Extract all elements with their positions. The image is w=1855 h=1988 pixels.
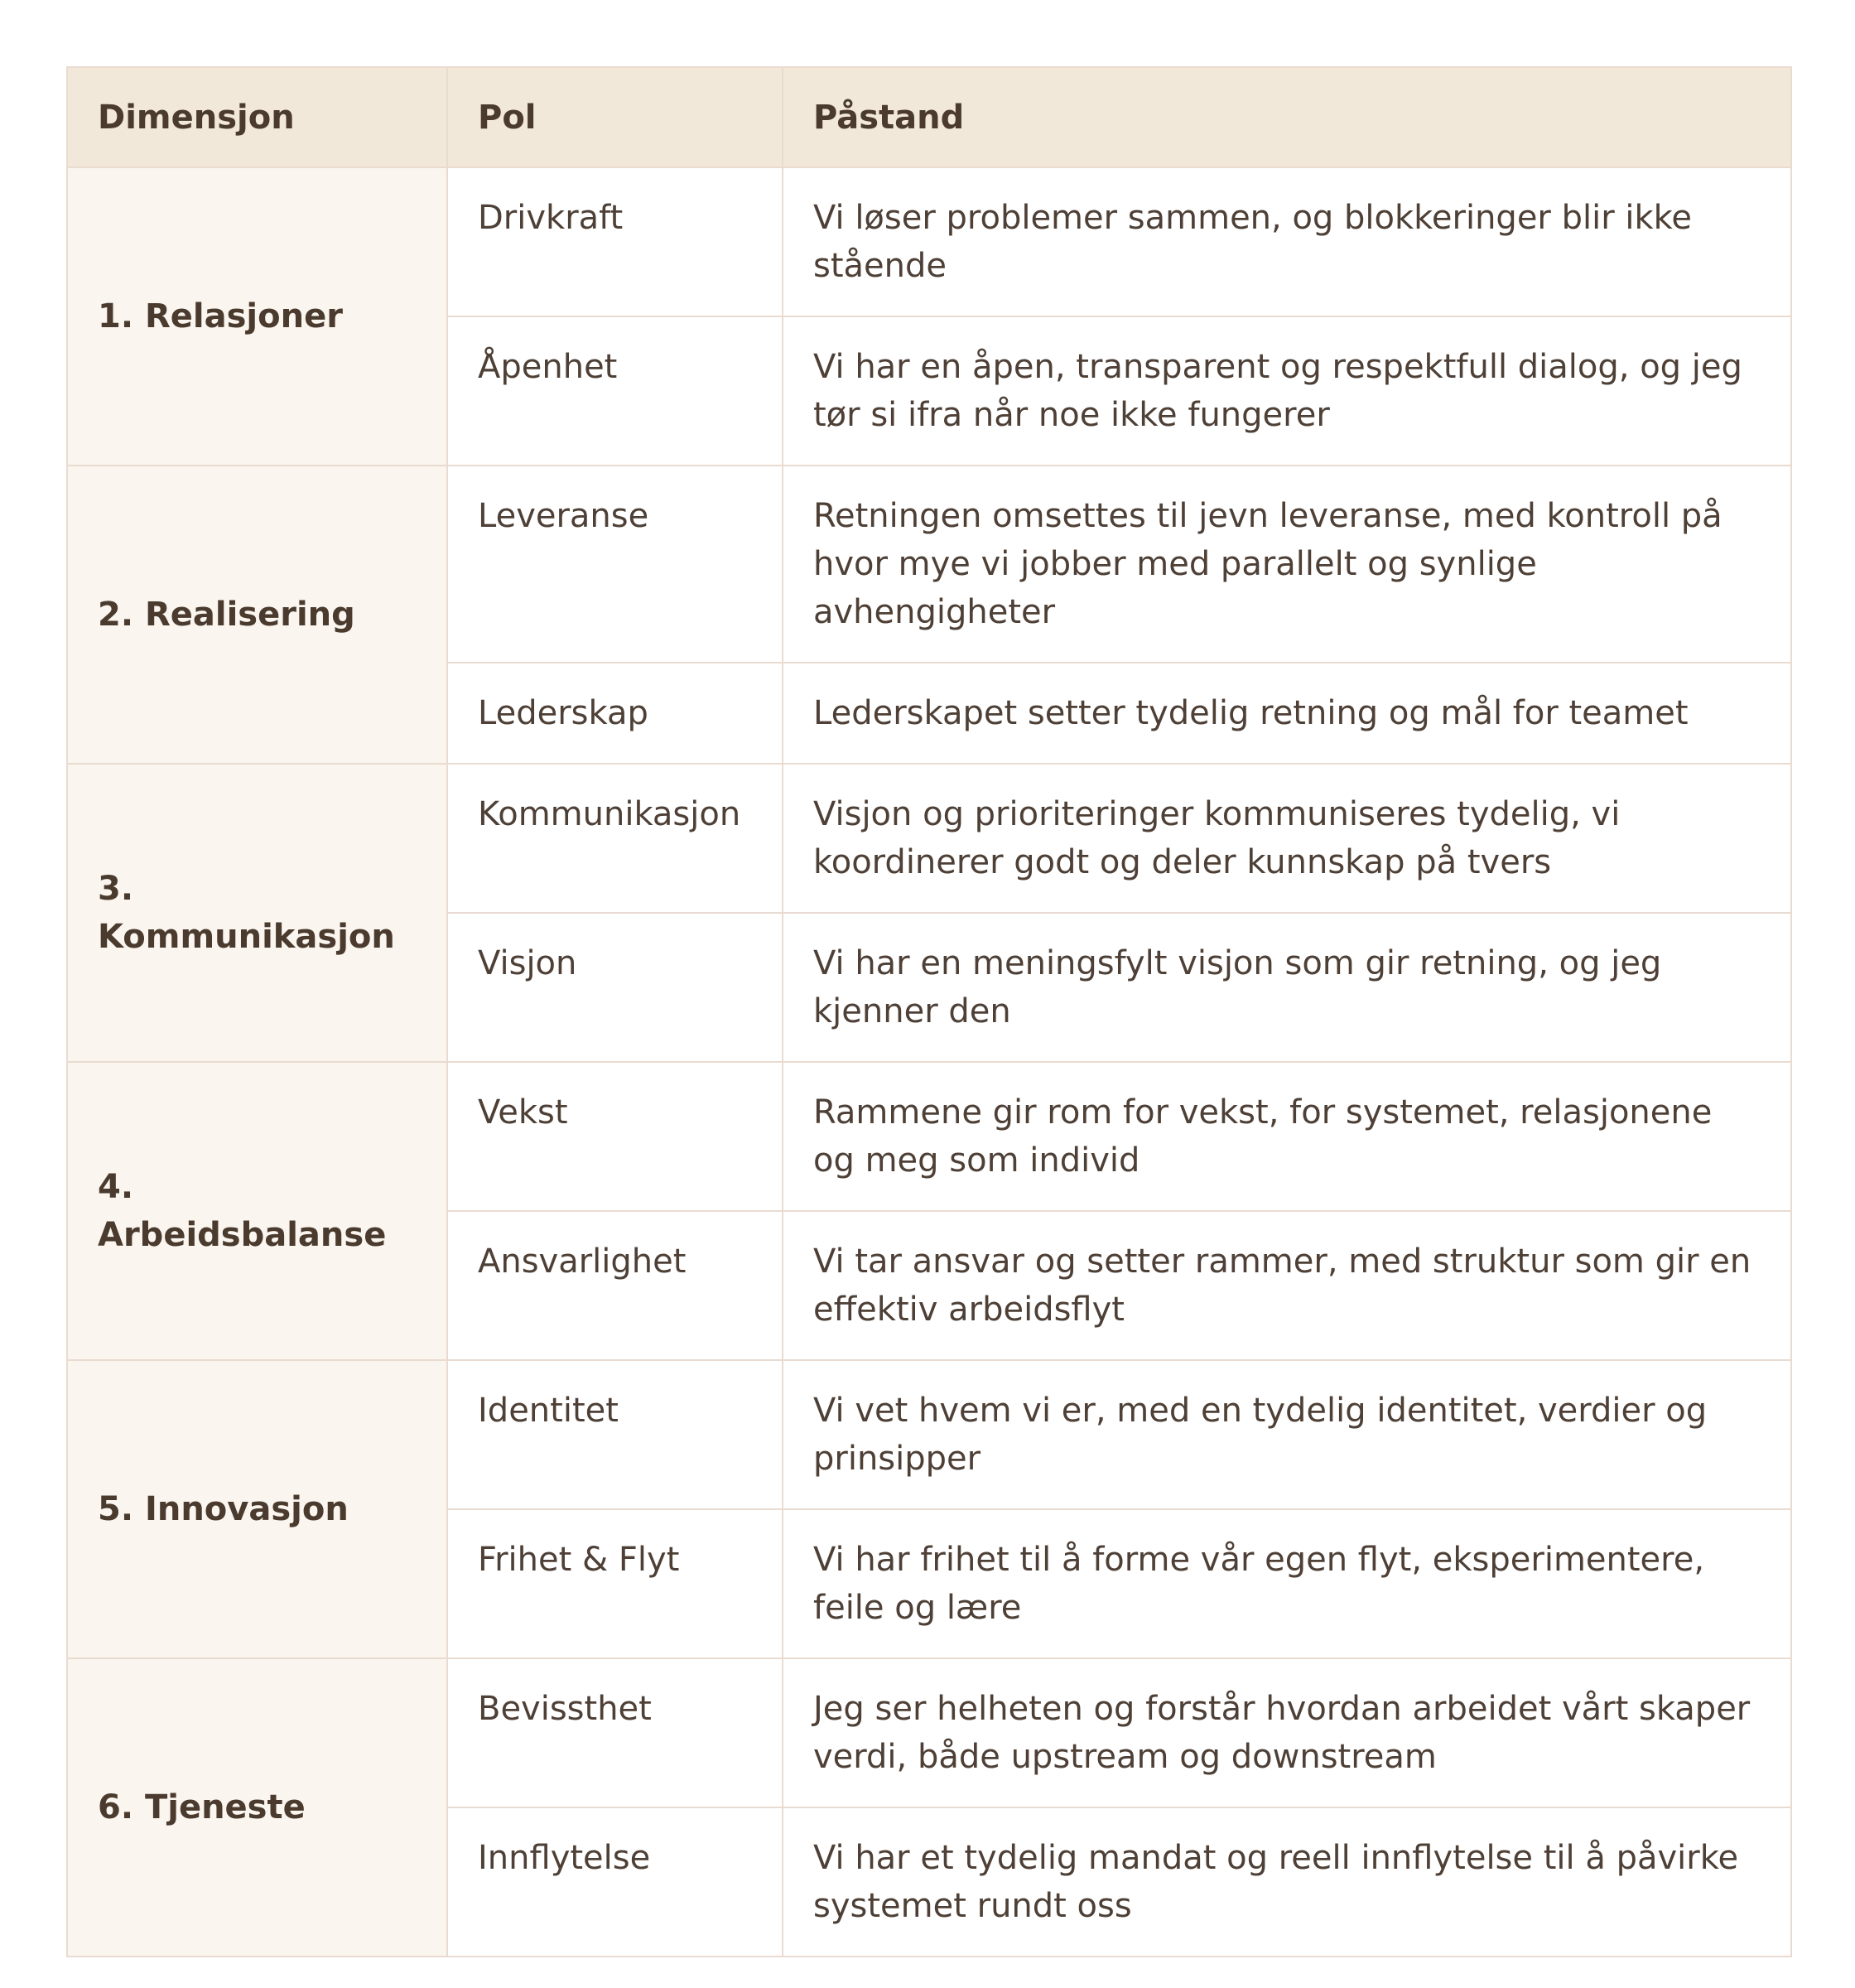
statement-cell: Vi løser problemer sammen, og blokkeringer blir ikke stående [783,167,1791,316]
pole-cell: Visjon [447,913,783,1062]
table-row [67,167,1791,316]
statement-cell: Vi vet hvem vi er, med en tydelig identitet, verdier og prinsipper [783,1360,1791,1509]
dimension-cell: 5. Innovasjon [67,1360,447,1658]
dimension-cell: 1. Relasjoner [67,167,447,466]
pole-cell: Ansvarlighet [447,1211,783,1360]
header-pole: Pol [447,67,783,167]
table-row [67,764,1791,913]
pole-cell: Leveranse [447,466,783,663]
statement-cell: Vi har en åpen, transparent og respektfull dialog, og jeg tør si ifra når noe ikke fungerer [783,316,1791,466]
pole-cell: Vekst [447,1062,783,1211]
statement-cell: Retningen omsettes til jevn leveranse, med kontroll på hvor mye vi jobber med parallelt og synlige avhengigheter [783,466,1791,663]
pole-cell: Kommunikasjon [447,764,783,913]
table-container [66,66,1790,1957]
pole-cell: Lederskap [447,663,783,764]
statement-cell: Jeg ser helheten og forstår hvordan arbeidet vårt skaper verdi, både upstream og downstream [783,1658,1791,1807]
table-row [67,1658,1791,1807]
table-row [67,466,1791,663]
statement-cell: Vi har et tydelig mandat og reell innflytelse til å påvirke systemet rundt oss [783,1807,1791,1957]
header-dimension: Dimensjon [67,67,447,167]
header-row [67,67,1791,167]
table-row [67,1360,1791,1509]
pole-cell: Bevissthet [447,1658,783,1807]
pole-cell: Åpenhet [447,316,783,466]
statement-cell: Vi har frihet til å forme vår egen flyt, eksperimentere, feile og lære [783,1509,1791,1658]
dimension-table [66,66,1792,1957]
dimension-cell: 2. Realisering [67,466,447,764]
statement-cell: Vi tar ansvar og setter rammer, med struktur som gir en effektiv arbeidsflyt [783,1211,1791,1360]
dimension-cell: 6. Tjeneste [67,1658,447,1957]
dimension-cell: 3. Kommunikasjon [67,764,447,1062]
table-row [67,1062,1791,1211]
statement-cell: Vi har en meningsfylt visjon som gir retning, og jeg kjenner den [783,913,1791,1062]
statement-cell: Rammene gir rom for vekst, for systemet, relasjonene og meg som individ [783,1062,1791,1211]
statement-cell: Visjon og prioriteringer kommuniseres tydelig, vi koordinerer godt og deler kunnskap på tvers [783,764,1791,913]
pole-cell: Frihet & Flyt [447,1509,783,1658]
dimension-cell: 4. Arbeidsbalanse [67,1062,447,1360]
pole-cell: Innflytelse [447,1807,783,1957]
pole-cell: Identitet [447,1360,783,1509]
pole-cell: Drivkraft [447,167,783,316]
header-statement: Påstand [783,67,1791,167]
statement-cell: Lederskapet setter tydelig retning og mål for teamet [783,663,1791,764]
